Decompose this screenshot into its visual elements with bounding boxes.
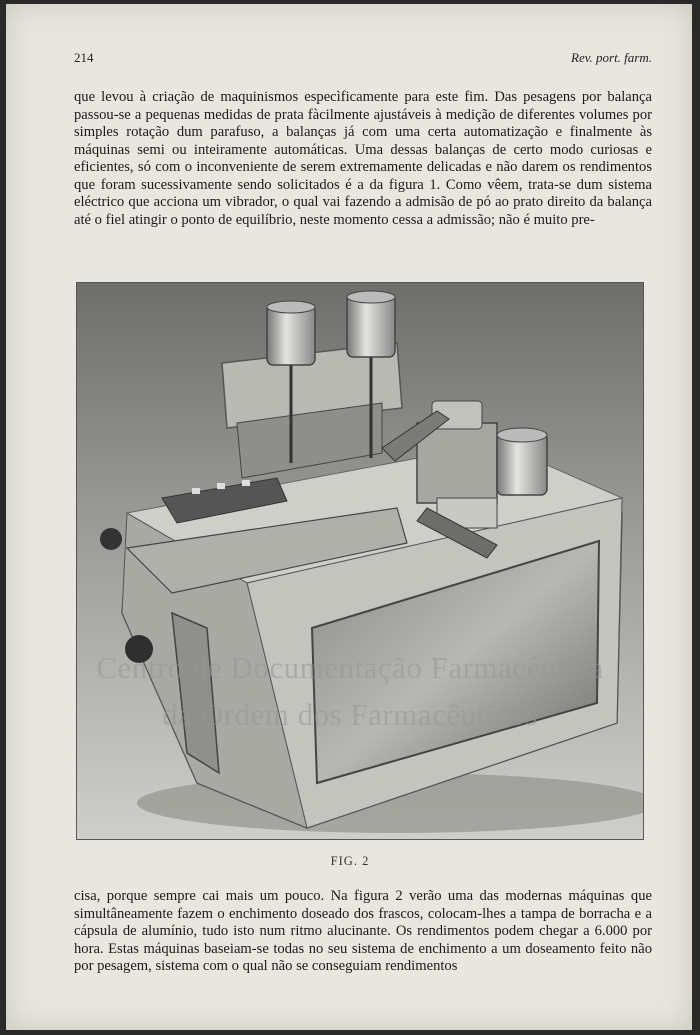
body-paragraph-2: cisa, porque sempre cai mais um pouco. Na figura 2 verão uma das modernas máquinas que simultâneamente fazem o enchimento doseado dos frascos, colocam-lhes a tampa de borracha e a cápsula de alumínio, tudo isto num ritmo alucinante. Os rendimentos podem chegar a 6.000 por hora. Estas máquinas baseiam-se todas no seu sistema de enchimento a um doseamento feito não por pesagem, sistema com o qual não se conseguiam rendimentos: [74, 888, 652, 974]
body-paragraph-1: que levou à criação de maquinismos especìficamente para este fim. Das pesagens por balança passou-se a pequenas medidas de prata fàcilmente ajustáveis à medição de diferentes volumes por simples rotação dum parafuso, a balanças já com uma certa automatização e finalmente às máquinas semi ou inteiramente automáticas. Uma dessas balanças de certo modo curiosas e eficientes, só com o inconveniente de serem extremamente delicadas e não darem os rendimentos que foram sucessivamente sendo solicitados é a da figura 1. Como vêem, trata-se dum sistema eléctrico que acciona um vibrador, o qual vai fazendo a admisão de pó ao prato direito da balança até o fiel atingir o ponto de equilíbrio, neste momento cessa a admissão; não é muito pre-: [74, 89, 652, 228]
page-number: 214: [74, 50, 94, 65]
watermark-line-1: Centro de Documentação Farmacêutica: [96, 650, 604, 685]
figure-caption: FIG. 2: [330, 854, 370, 868]
machine-illustration: [77, 283, 643, 839]
watermark-line-2: da Ordem dos Farmacêuticos: [162, 697, 538, 732]
journal-title: Rev. port. farm.: [571, 50, 652, 65]
figure-photo: [76, 282, 644, 840]
